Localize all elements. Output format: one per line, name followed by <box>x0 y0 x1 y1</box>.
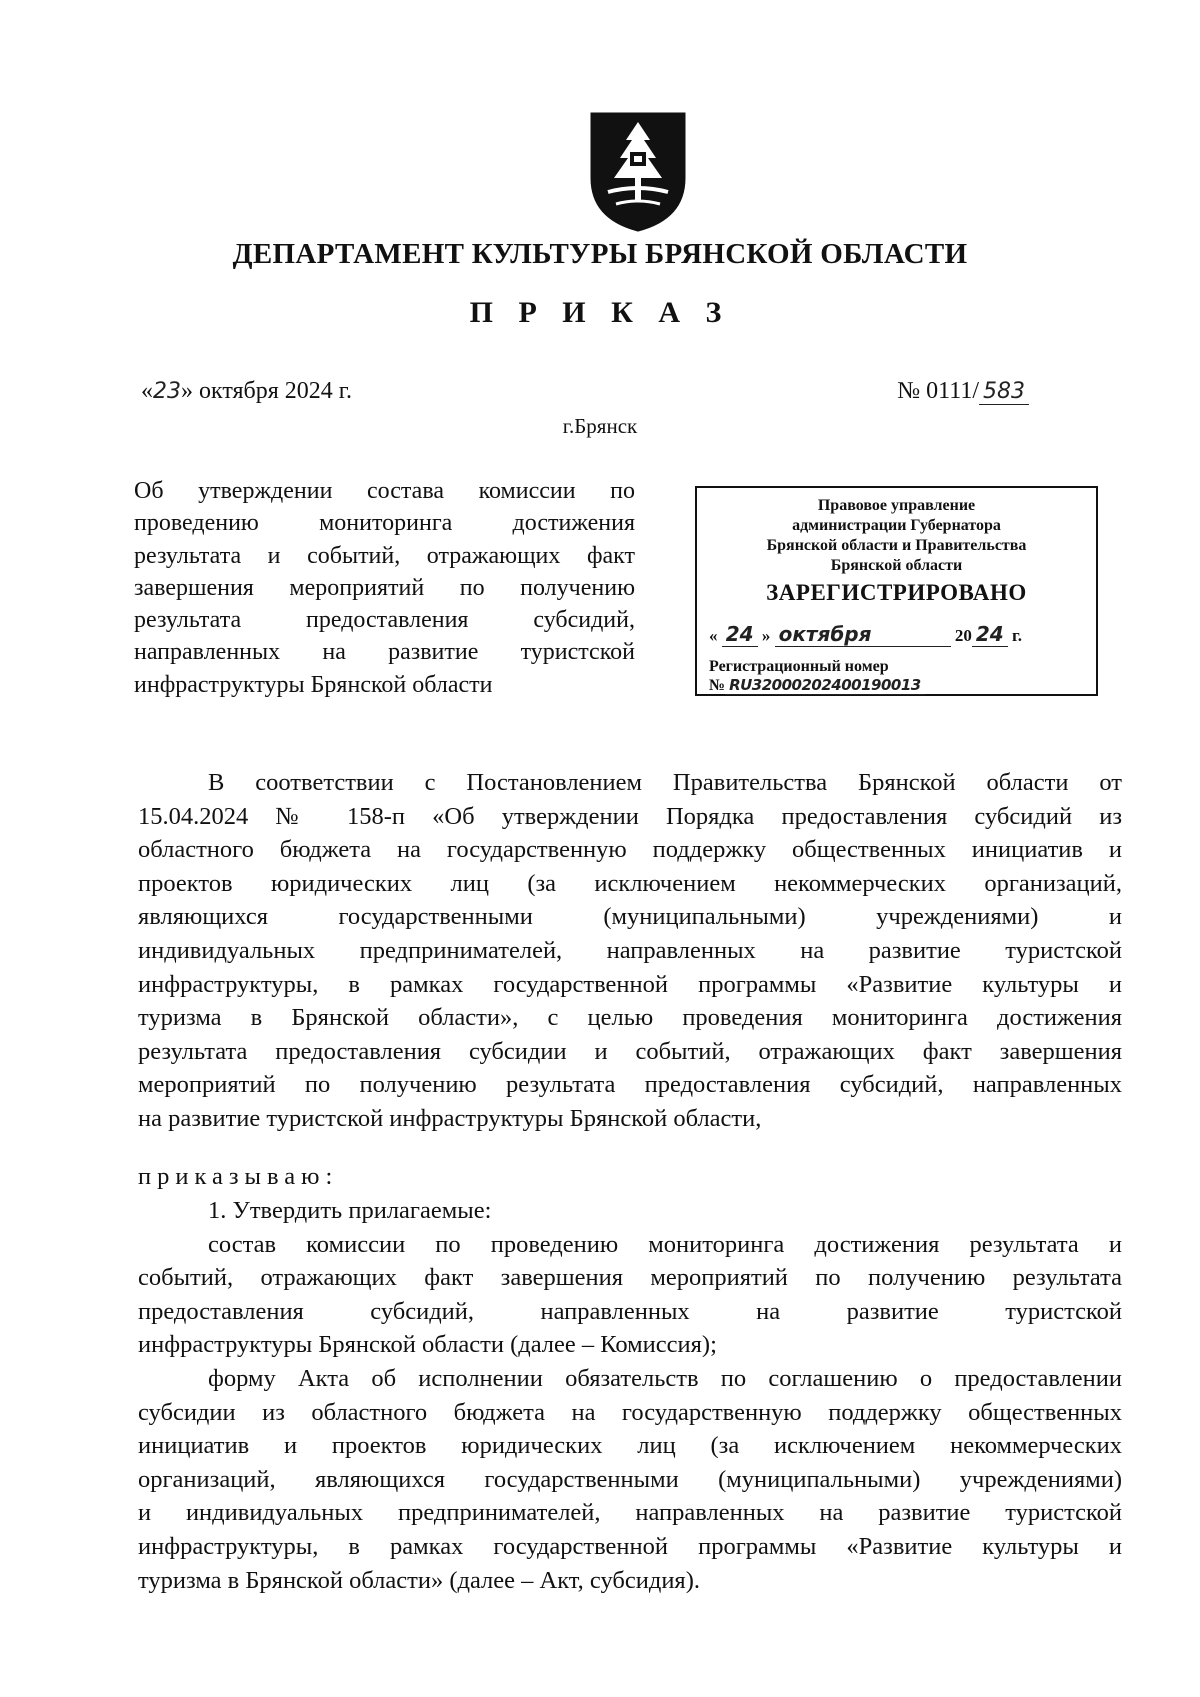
bryansk-coat-of-arms-icon <box>586 108 690 233</box>
text-line: субсидии из областного бюджета на государственную поддержку общественных <box>138 1398 1122 1426</box>
stamp-reg-number-handwritten: RU32000202400190013 <box>725 676 925 695</box>
order-number-handwritten: 583 <box>979 379 1029 405</box>
stamp-line: администрации Губернатора <box>792 517 1001 534</box>
subject-line: инфраструктуры Брянской области <box>134 671 493 698</box>
stamp-line: Правовое управление <box>817 497 976 514</box>
stamp-date-year-handwritten: 24 <box>972 622 1008 647</box>
order-number-prefix: № 0111/ <box>897 378 979 404</box>
date-day-handwritten: 23 <box>153 379 181 404</box>
stamp-date-mid: » <box>761 626 771 645</box>
stamp-reg-label: Регистрационный номер № <box>709 658 889 694</box>
text-line: туризма в Брянской области» (далее – Акт, субсидия). <box>138 1566 700 1594</box>
city: г.Брянск <box>562 414 638 438</box>
order-subject <box>134 475 635 701</box>
text-line: инициатив и проектов юридических лиц (за исключением некоммерческих <box>138 1432 1122 1460</box>
stamp-date-month-handwritten: октября <box>775 622 951 647</box>
order-date <box>141 378 352 405</box>
stamp-date-year-prefix: 20 <box>954 626 972 645</box>
subject-line: проведению мониторинга достижения <box>134 510 635 537</box>
registration-stamp <box>695 486 1098 696</box>
stamp-date <box>709 622 1086 647</box>
date-open-quote: « <box>141 378 153 404</box>
text-line: и индивидуальных предпринимателей, направленных на развитие туристской <box>138 1499 1122 1527</box>
item-1 <box>138 1194 1122 1597</box>
text-line: индивидуальных предпринимателей, направленных на развитие туристской <box>138 936 1122 964</box>
text-line: состав комиссии по проведению мониторинга достижения результата и <box>208 1230 1122 1258</box>
stamp-date-open: « <box>709 626 718 645</box>
date-rest: » октября 2024 г. <box>181 378 352 404</box>
text-line: на развитие туристской инфраструктуры Брянской области, <box>138 1104 762 1132</box>
text-line: результата предоставления субсидии и событий, отражающих факт завершения <box>138 1037 1122 1065</box>
item-title: 1. Утвердить прилагаемые: <box>208 1197 492 1224</box>
department-title: ДЕПАРТАМЕНТ КУЛЬТУРЫ БРЯНСКОЙ ОБЛАСТИ <box>232 238 968 270</box>
subject-line: Об утверждении состава комиссии по <box>134 478 635 504</box>
text-line: инфраструктуры Брянской области (далее – Комиссия); <box>138 1331 717 1359</box>
text-line: мероприятий по получению результата предоставления субсидий, направленных <box>138 1071 1122 1099</box>
order-number <box>897 378 1029 405</box>
text-line: В соответствии с Постановлением Правительства Брянской области от <box>208 769 1122 796</box>
text-line: областного бюджета на государственную поддержку общественных инициатив и <box>138 836 1122 864</box>
subject-line: направленных на развитие туристской <box>134 639 635 666</box>
stamp-line: Брянской области и Правительства <box>766 537 1027 554</box>
text-line: 15.04.2024 № 158-п «Об утверждении Порядка предоставления субсидий из <box>138 802 1122 830</box>
preamble-paragraph <box>138 766 1122 1136</box>
text-line: событий, отражающих факт завершения мероприятий по получению результата <box>138 1264 1122 1292</box>
document-type: П Р И К А З <box>469 296 731 329</box>
text-line: организаций, являющихся государственными (муниципальными) учреждениями) <box>138 1465 1122 1493</box>
text-line: проектов юридических лиц (за исключением некоммерческих организаций, <box>138 869 1122 897</box>
text-line: инфраструктуры, в рамках государственной программы «Развитие культуры и <box>138 1532 1122 1560</box>
text-line: предоставления субсидий, направленных на развитие туристской <box>138 1297 1122 1325</box>
order-word: приказываю: <box>138 1163 339 1190</box>
stamp-line: Брянской области <box>830 557 963 574</box>
stamp-date-suffix: г. <box>1011 626 1022 645</box>
subject-line: завершения мероприятий по получению <box>134 574 635 601</box>
text-line: туризма в Брянской области», с целью проведения мониторинга достижения <box>138 1004 1122 1032</box>
stamp-date-day-handwritten: 24 <box>722 622 758 647</box>
subject-line: результата предоставления субсидий, <box>134 607 635 634</box>
text-line: являющихся государственными (муниципальными) учреждениями) и <box>138 903 1122 931</box>
stamp-reg-number <box>709 658 1090 695</box>
text-line: форму Акта об исполнении обязательств по соглашению о предоставлении <box>208 1364 1122 1392</box>
text-line: инфраструктуры, в рамках государственной программы «Развитие культуры и <box>138 970 1122 998</box>
subject-line: результата и событий, отражающих факт <box>134 542 635 569</box>
stamp-registered: ЗАРЕГИСТРИРОВАНО <box>766 580 1027 605</box>
